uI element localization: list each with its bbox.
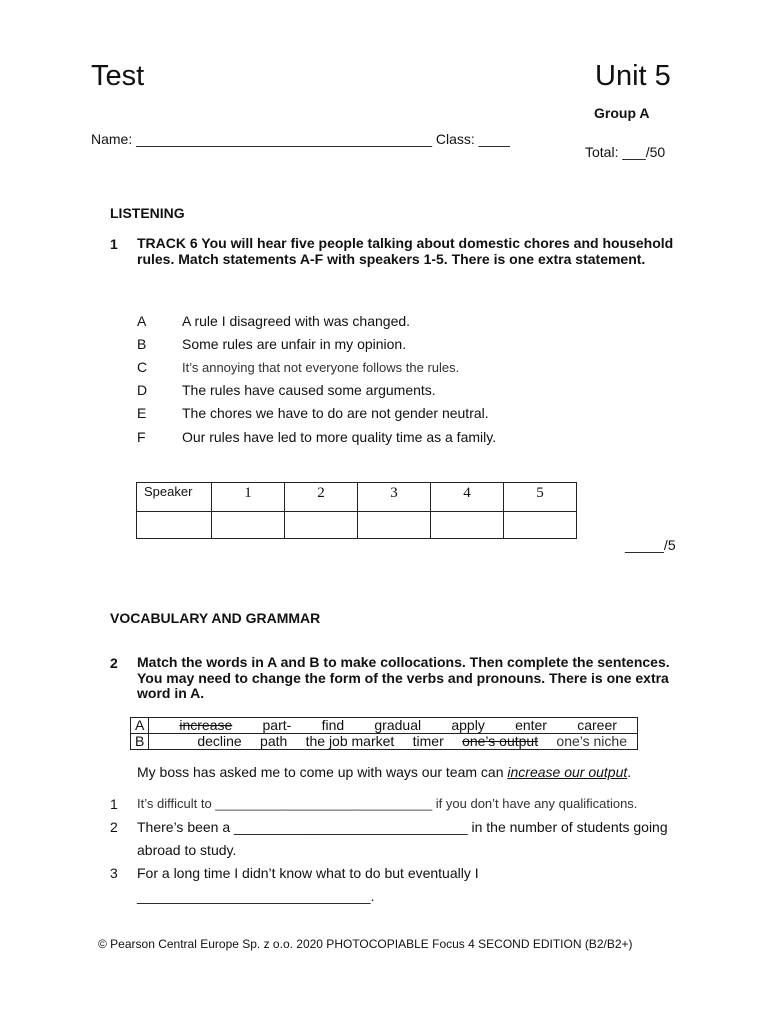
word: timer <box>412 733 444 749</box>
word: part- <box>262 717 292 733</box>
speaker-number: 2 <box>285 483 358 512</box>
word: career <box>577 717 617 733</box>
speaker-number: 4 <box>431 483 504 512</box>
speaker-number: 5 <box>504 483 577 512</box>
total-score: Total: ___/50 <box>585 144 666 160</box>
word: the job market <box>305 733 395 749</box>
statement-text: A rule I disagreed with was changed. <box>182 313 411 329</box>
statement-text: The rules have caused some arguments. <box>182 382 436 398</box>
sentence-continuation: abroad to study. <box>137 842 237 858</box>
statement-letter: B <box>137 336 147 352</box>
unit-label: Unit 5 <box>595 60 671 92</box>
question-1-number: 1 <box>110 236 118 252</box>
group-label: Group A <box>594 105 650 121</box>
row-b-words <box>149 734 638 750</box>
vocab-heading: VOCABULARY AND GRAMMAR <box>110 610 321 626</box>
statement-text: Some rules are unfair in my opinion. <box>182 336 407 352</box>
word: increase <box>179 717 233 733</box>
sentence-continuation: ______________________________. <box>137 888 375 904</box>
word: apply <box>451 717 485 733</box>
row-a-words <box>149 718 638 734</box>
answer-cell[interactable] <box>212 512 285 539</box>
answer-cell[interactable] <box>285 512 358 539</box>
word: one’s niche <box>556 733 627 749</box>
page-title: Test <box>91 60 145 92</box>
row-b-label: B <box>131 734 149 750</box>
statement-text: Our rules have led to more quality time as a family. <box>182 429 497 445</box>
statement-text: The chores we have to do are not gender neutral. <box>182 405 489 421</box>
question-2-number: 2 <box>110 655 118 671</box>
question-2-instructions: Match the words in A and B to make collocations. Then complete the sentences. You may need to change the form of the verbs and pronouns. There is one extra word in A. <box>137 654 670 701</box>
statement-letter: A <box>137 313 147 329</box>
example-answer: increase our output <box>507 764 628 780</box>
word: one’s output <box>462 733 539 749</box>
answer-cell[interactable] <box>358 512 431 539</box>
sentence-number: 2 <box>110 819 118 835</box>
example-prefix: My boss has asked me to come up with ways our team can <box>137 764 508 780</box>
answer-cell[interactable] <box>431 512 504 539</box>
statement-letter: D <box>137 382 148 398</box>
sentence-number: 3 <box>110 865 118 881</box>
speaker-number: 1 <box>212 483 285 512</box>
sentence-text: It’s difficult to ______________________________ if you don’t have any qualifications. <box>137 796 638 811</box>
word: path <box>260 733 288 749</box>
speaker-header: Speaker <box>137 483 212 512</box>
statement-letter: E <box>137 405 147 421</box>
footer-copyright: © Pearson Central Europe Sp. z o.o. 2020 PHOTOCOPIABLE Focus 4 SECOND EDITION (B2/B2+) <box>98 937 633 951</box>
word: decline <box>197 733 242 749</box>
statement-letter: F <box>137 429 146 445</box>
listening-score: _____/5 <box>625 537 676 553</box>
answer-cell-blank <box>137 512 212 539</box>
example-sentence <box>137 764 631 780</box>
question-1-instructions: TRACK 6 You will hear five people talking about domestic chores and household rules. Match statements A-F with speakers 1-5. There is one extra statement. <box>137 235 674 267</box>
sentence-text: There’s been a ______________________________ in the number of students going <box>137 819 668 835</box>
word: gradual <box>374 717 422 733</box>
speaker-answer-table <box>136 482 577 539</box>
row-a-label: A <box>131 718 149 734</box>
name-class-line: Name: ______________________________________ Class: ____ <box>91 131 510 147</box>
word: find <box>321 717 345 733</box>
answer-cell[interactable] <box>504 512 577 539</box>
word-table <box>130 717 638 750</box>
listening-heading: LISTENING <box>110 205 185 221</box>
statement-text: It’s annoying that not everyone follows the rules. <box>182 360 460 375</box>
word: enter <box>515 717 547 733</box>
example-suffix: . <box>627 764 632 780</box>
sentence-text: For a long time I didn’t know what to do but eventually I <box>137 865 479 881</box>
speaker-number: 3 <box>358 483 431 512</box>
statement-letter: C <box>137 359 148 375</box>
sentence-number: 1 <box>110 796 118 812</box>
